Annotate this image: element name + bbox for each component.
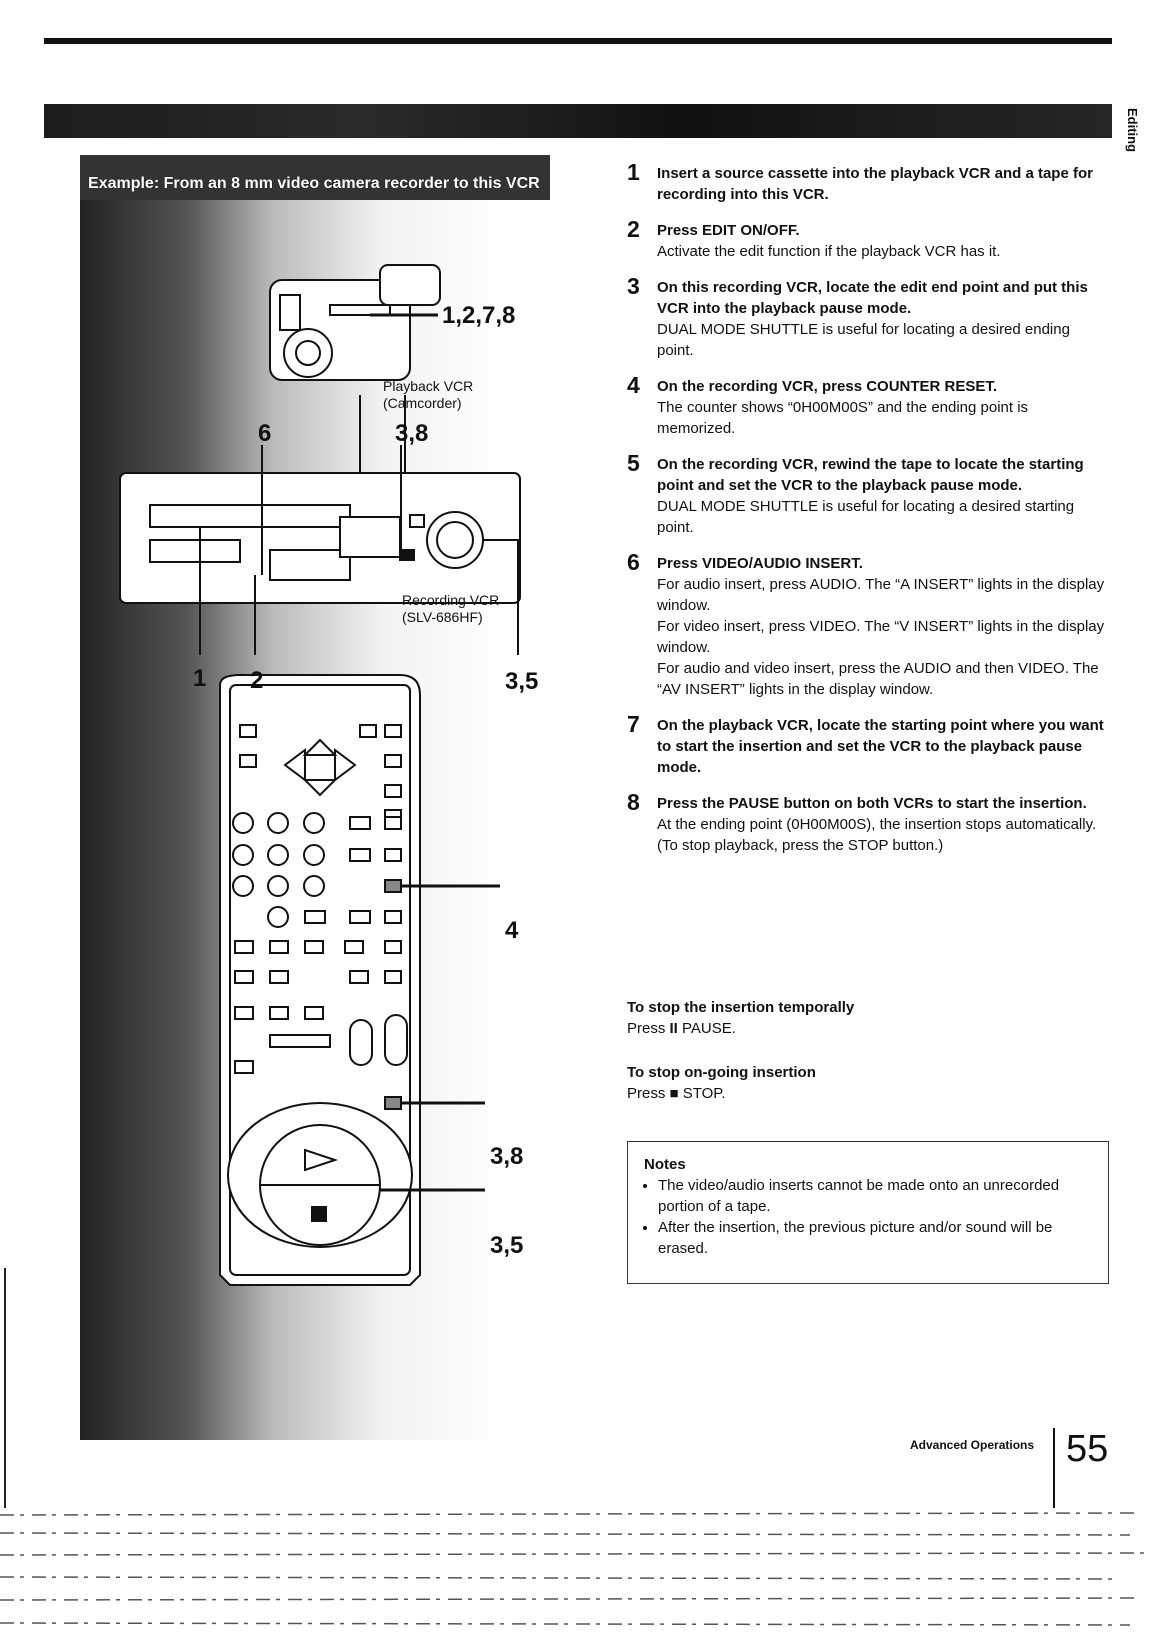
stop-symbol-icon: ■ [669,1085,679,1102]
label-vcr-step35: 3,5 [505,668,539,695]
step-number: 7 [627,711,640,737]
note-item: • The video/audio inserts cannot be made onto an unrecorded portion of a tape. [658,1175,1092,1217]
step-body: For video insert, press VIDEO. The “V INSERT” lights in the display window. [657,618,1105,656]
label-vcr-step2: 2 [250,667,264,694]
step-8 [627,789,1107,856]
notes-title: Notes [644,1156,686,1173]
vcr-drawing [120,473,520,603]
tip-prefix: Press [627,1020,670,1037]
tip-suffix: STOP. [678,1085,726,1102]
label-remote-step4: 4 [505,917,519,944]
remote-drawing [220,675,420,1285]
step-number: 6 [627,549,640,575]
illustration-caption: Example: From an 8 mm video camera recorder to this VCR [88,175,540,192]
step-body: DUAL MODE SHUTTLE is useful for locating a desired ending point. [657,321,1070,359]
step-3 [627,273,1107,361]
tip-heading: To stop on-going insertion [627,1064,816,1081]
tip-body [627,1018,1107,1039]
tip-body [627,1083,1107,1104]
top-rule [44,38,1112,44]
page-number: 55 [1066,1428,1109,1470]
step-body: For audio insert, press AUDIO. The “A INSERT” lights in the display window. [657,576,1105,614]
notes-box [627,1141,1109,1284]
label-remote-step35: 3,5 [490,1232,524,1259]
label-remote-step38: 3,8 [490,1143,524,1170]
label-model: (SLV-686HF) [402,609,483,625]
label-camcorder-button: 3,8 [395,420,429,447]
step-number: 2 [627,216,640,242]
label-vcr-step1: 1 [193,665,207,692]
step-1 [627,159,1107,205]
step-2 [627,216,1107,262]
step-number: 8 [627,789,640,815]
step-heading: Press EDIT ON/OFF. [657,222,800,239]
tip-pause [627,997,1107,1039]
step-heading: On this recording VCR, locate the edit end point and put this VCR into the playback pause mode. [657,279,1088,317]
step-number: 5 [627,450,640,476]
step-body: Activate the edit function if the playback VCR has it. [657,243,1001,260]
step-body: For audio and video insert, press the AUDIO and then VIDEO. The “AV INSERT” lights in the display window. [657,660,1099,698]
label-vcr-step6: 6 [258,420,272,447]
tip-prefix: Press [627,1085,670,1102]
step-number: 4 [627,372,640,398]
step-4 [627,372,1107,439]
step-heading: Press VIDEO/AUDIO INSERT. [657,555,863,572]
step-7 [627,711,1107,778]
note-item: • After the insertion, the previous picture and/or sound will be erased. [658,1217,1092,1259]
steps-list [627,159,1107,871]
pause-symbol-icon: II [669,1020,678,1037]
step-heading: Insert a source cassette into the playback VCR and a tape for recording into this VCR. [657,165,1093,203]
title-bar [44,104,1112,138]
step-heading: On the recording VCR, rewind the tape to locate the starting point and set the VCR to the playback pause mode. [657,456,1084,494]
label-playback-vcr: Playback VCR [383,378,474,394]
step-body: At the ending point (0H00M00S), the insertion stops automatically. (To stop playback, press the STOP button.) [657,816,1097,854]
tip-stop [627,1062,1107,1104]
footer-section: Advanced Operations [910,1438,1035,1452]
tip-suffix: PAUSE. [677,1020,736,1037]
left-margin-rule [4,1268,6,1508]
label-recording-vcr: Recording VCR [402,592,500,608]
footer-divider [1053,1428,1055,1508]
step-body: The counter shows “0H00M00S” and the ending point is memorized. [657,399,1029,437]
tip-heading: To stop the insertion temporally [627,999,855,1016]
step-5 [627,450,1107,538]
label-camcorder: (Camcorder) [383,395,462,411]
label-camcorder-steps: 1,2,7,8 [442,302,516,329]
scan-noise [0,1505,1167,1652]
step-number: 3 [627,273,640,299]
step-6 [627,549,1107,700]
step-body: DUAL MODE SHUTTLE is useful for locating a desired starting point. [657,498,1075,536]
step-heading: Press the PAUSE button on both VCRs to start the insertion. [657,795,1087,812]
step-number: 1 [627,159,640,185]
section-tab: Editing [1125,108,1140,153]
step-heading: On the recording VCR, press COUNTER RESET. [657,378,998,395]
step-heading: On the playback VCR, locate the starting point where you want to start the insertion and set the VCR to the playback pause mode. [657,717,1104,776]
